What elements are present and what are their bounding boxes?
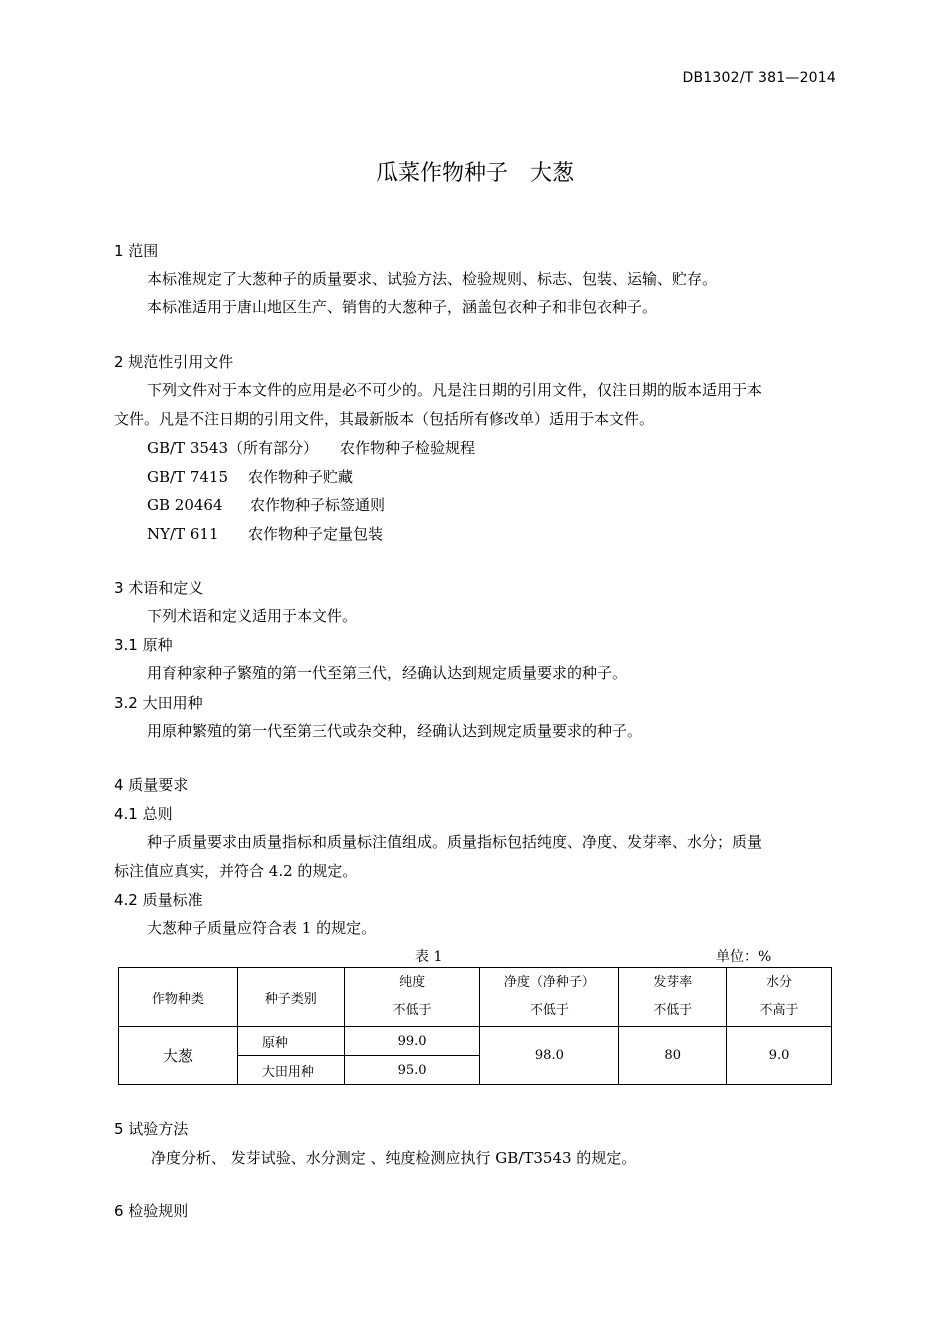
header-cell: 作物种类 xyxy=(119,968,238,1027)
crop-cell: 大葱 xyxy=(119,1027,238,1085)
reference-code: NY/T 611 xyxy=(147,525,219,543)
reference-title: 农作物种子贮藏 xyxy=(248,468,354,486)
section-4-heading: 4 质量要求 xyxy=(114,776,189,794)
table-row xyxy=(119,1027,832,1056)
section-3-intro: 下列术语和定义适用于本文件。 xyxy=(147,607,358,625)
header-sublabel: 不低于 xyxy=(653,1003,693,1018)
germination-cell: 80 xyxy=(619,1027,727,1085)
purity-cell: 95.0 xyxy=(344,1056,480,1085)
reference-code: GB 20464 xyxy=(147,496,223,514)
header-cell xyxy=(480,968,619,1027)
header-cell xyxy=(727,968,832,1027)
subsection-heading: 4.2 质量标准 xyxy=(114,891,203,909)
header-cell xyxy=(344,968,480,1027)
header-sublabel: 不低于 xyxy=(392,1003,432,1018)
quality-table xyxy=(118,967,832,1085)
section-1-paragraph: 本标准规定了大葱种子的质量要求、试验方法、检验规则、标志、包装、运输、贮存。 xyxy=(147,270,718,288)
reference-code: GB/T 7415 xyxy=(147,468,229,486)
header-sublabel: 不低于 xyxy=(529,1003,569,1018)
seed-type-cell: 原种 xyxy=(237,1027,344,1056)
header-sublabel: 不高于 xyxy=(759,1003,799,1018)
section-6-heading: 6 检验规则 xyxy=(114,1202,189,1220)
document-title: 瓜菜作物种子 大葱 xyxy=(375,161,574,186)
header-label: 净度（净种子） xyxy=(503,975,595,990)
section-5-paragraph: 净度分析、 发芽试验、水分测定 、纯度检测应执行 GB/T3543 的规定。 xyxy=(151,1149,637,1167)
header-label: 纯度 xyxy=(399,975,426,990)
reference-item xyxy=(147,523,383,544)
moisture-cell: 9.0 xyxy=(727,1027,832,1085)
term-heading: 3.2 大田用种 xyxy=(114,694,203,712)
header-cell xyxy=(619,968,727,1027)
section-2-intro: 文件。凡是不注日期的引用文件，其最新版本（包括所有修改单）适用于本文件。 xyxy=(114,410,655,428)
term-definition: 用育种家种子繁殖的第一代至第三代，经确认达到规定质量要求的种子。 xyxy=(147,664,628,682)
term-definition: 用原种繁殖的第一代至第三代或杂交种，经确认达到规定质量要求的种子。 xyxy=(147,722,643,740)
subsection-paragraph: 大葱种子质量应符合表 1 的规定。 xyxy=(147,919,377,937)
section-2-heading: 2 规范性引用文件 xyxy=(114,353,234,371)
subsection-paragraph: 种子质量要求由质量指标和质量标注值组成。质量指标包括纯度、净度、发芽率、水分；质量 xyxy=(147,833,763,851)
table-caption: 表 1 xyxy=(415,949,443,965)
header-label: 水分 xyxy=(766,975,793,990)
subsection-heading: 4.1 总则 xyxy=(114,805,173,823)
reference-title: 农作物种子定量包装 xyxy=(248,525,384,543)
term-heading: 3.1 原种 xyxy=(114,636,173,654)
reference-title: 农作物种子标签通则 xyxy=(250,496,386,514)
section-1-paragraph: 本标准适用于唐山地区生产、销售的大葱种子，涵盖包衣种子和非包衣种子。 xyxy=(147,298,658,316)
reference-code: GB/T 3543（所有部分） xyxy=(147,439,319,457)
purity-cell: 99.0 xyxy=(344,1027,480,1056)
section-5-heading: 5 试验方法 xyxy=(114,1120,189,1138)
seed-type-cell: 大田用种 xyxy=(237,1056,344,1085)
table-unit: 单位：% xyxy=(716,949,772,965)
header-label: 发芽率 xyxy=(653,975,693,990)
section-2-intro: 下列文件对于本文件的应用是必不可少的。凡是注日期的引用文件，仅注日期的版本适用于本 xyxy=(147,381,763,399)
section-1-heading: 1 范围 xyxy=(114,242,159,260)
header-cell: 种子类别 xyxy=(237,968,344,1027)
document-number: DB1302/T 381—2014 xyxy=(682,70,836,86)
section-3-heading: 3 术语和定义 xyxy=(114,579,204,597)
reference-item xyxy=(147,437,475,458)
reference-title: 农作物种子检验规程 xyxy=(340,439,476,457)
table-header-row xyxy=(119,968,832,1027)
subsection-paragraph: 标注值应真实，并符合 4.2 的规定。 xyxy=(114,862,358,880)
cleanliness-cell: 98.0 xyxy=(480,1027,619,1085)
reference-item xyxy=(147,466,353,487)
reference-item xyxy=(147,494,385,515)
